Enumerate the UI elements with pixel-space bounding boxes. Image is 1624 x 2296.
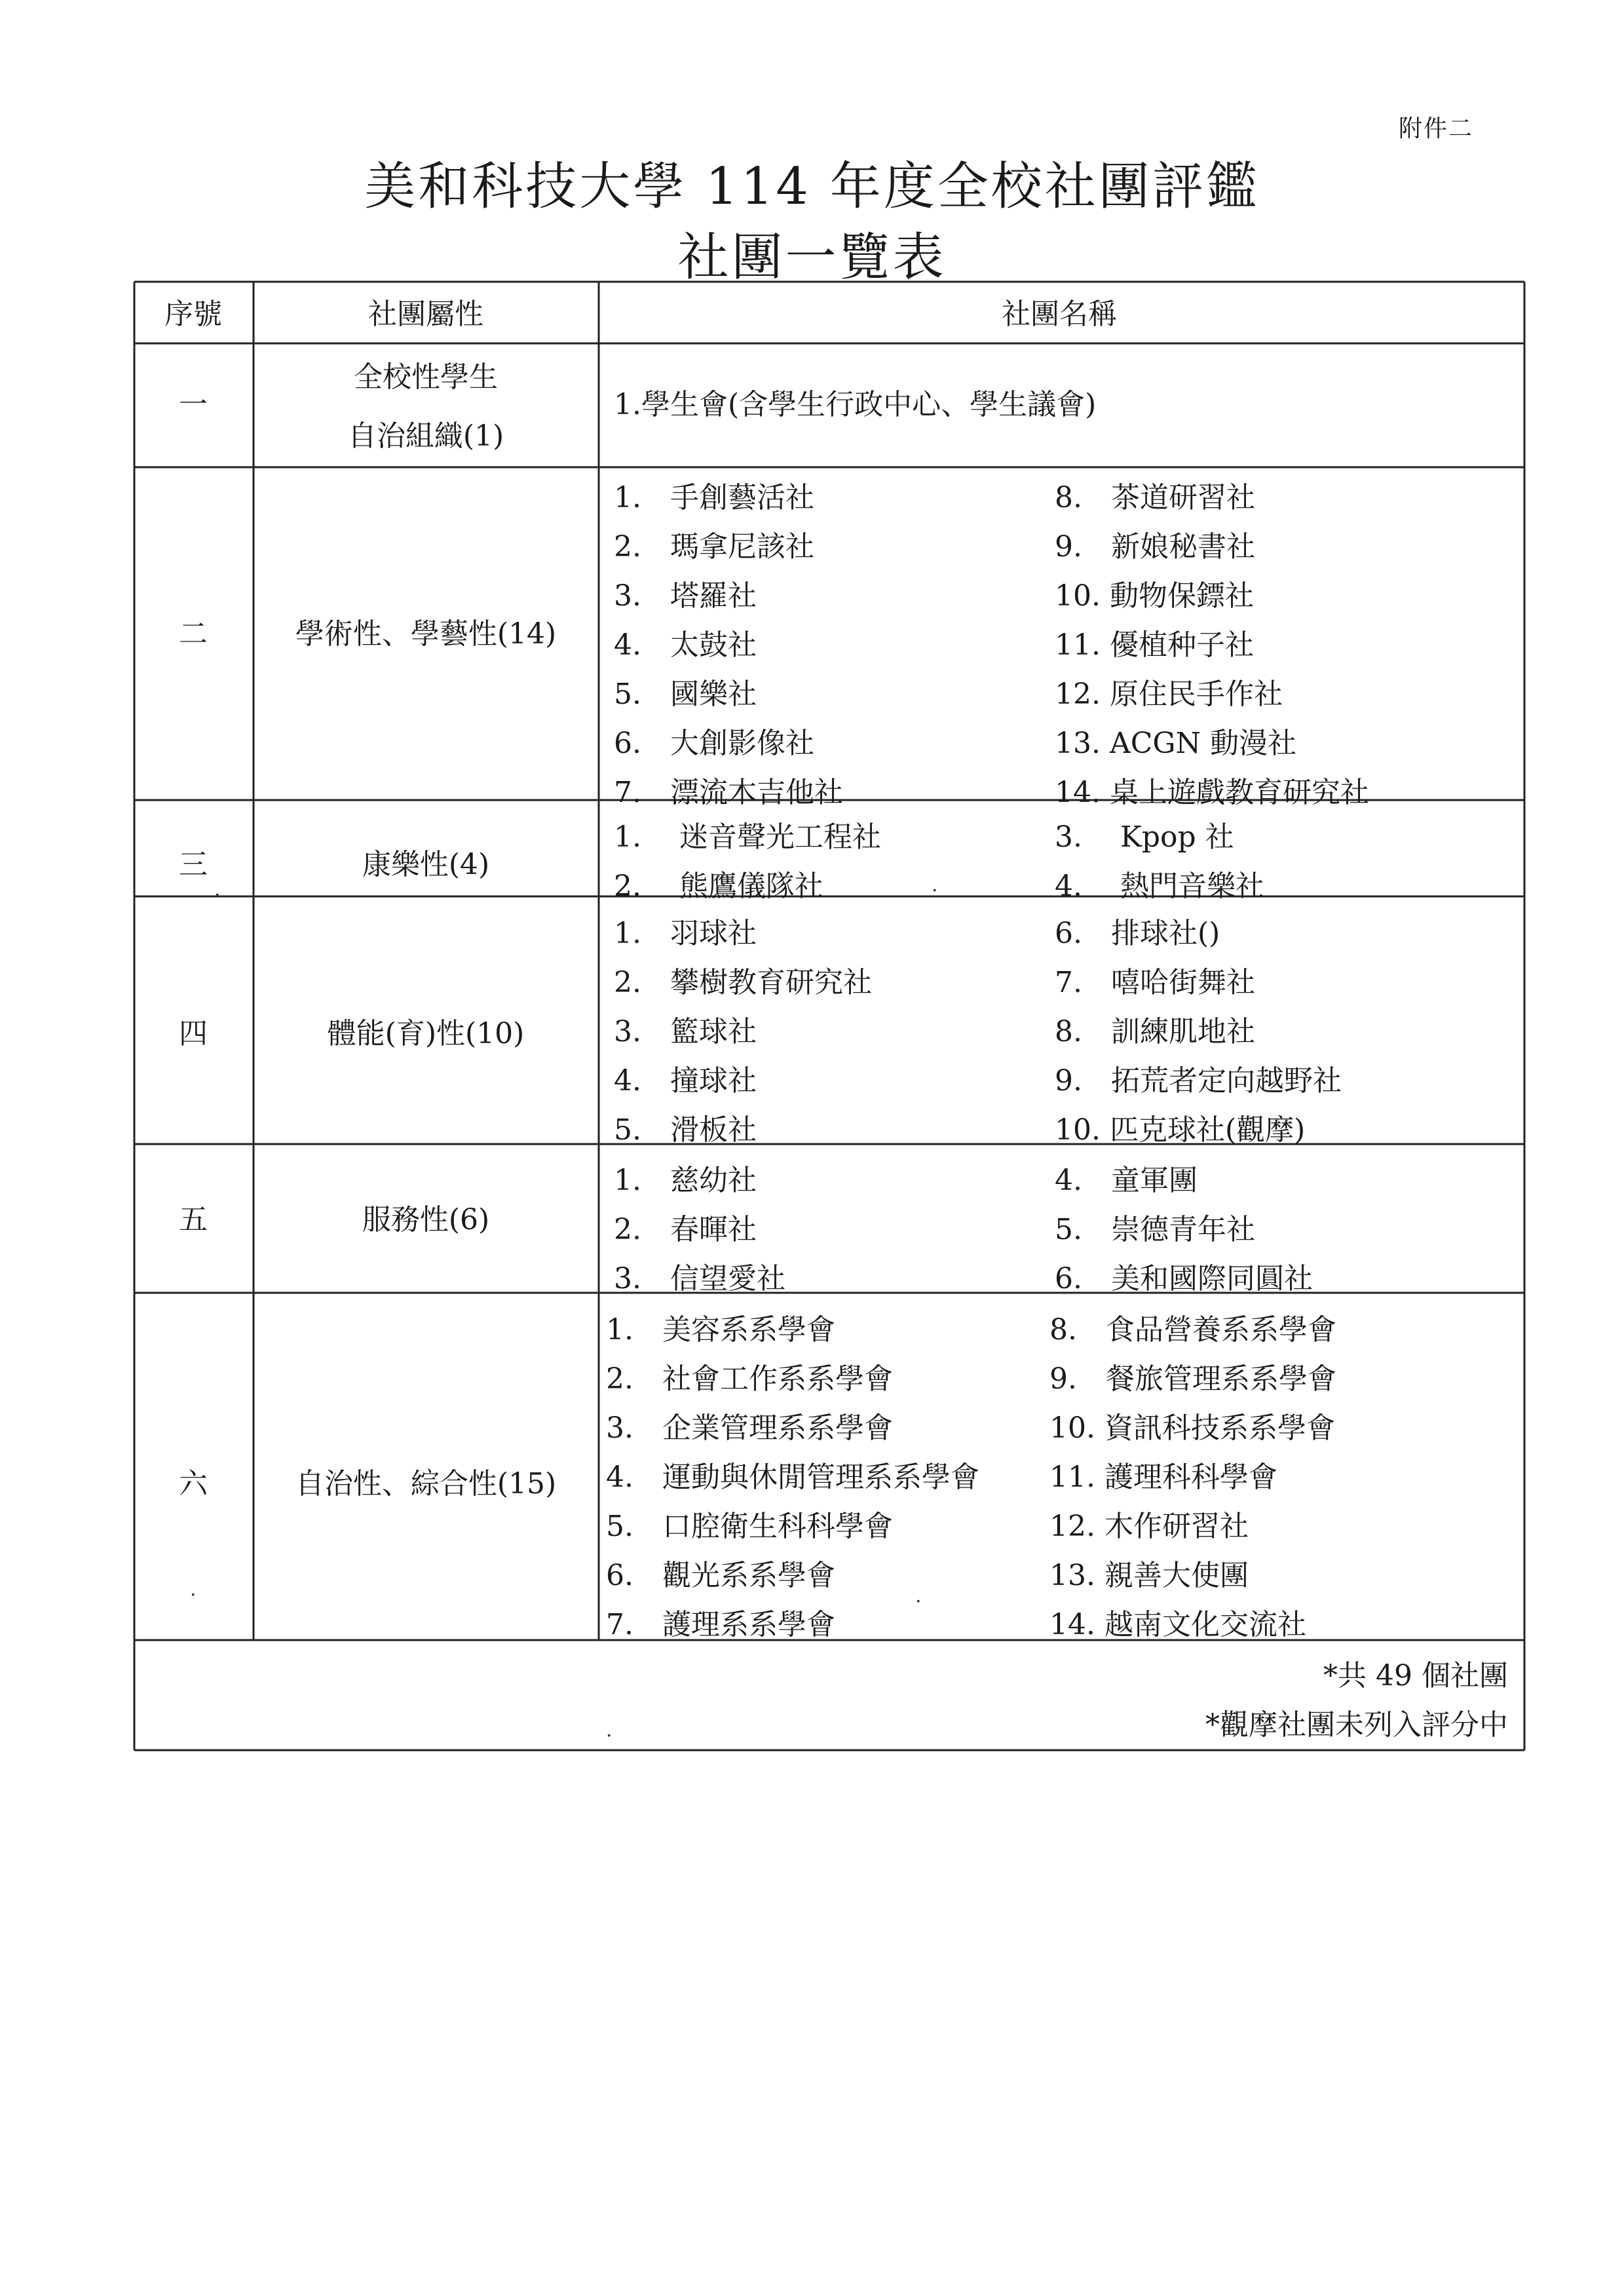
club-item: 10. 匹克球社(觀摩): [1055, 1113, 1306, 1147]
row-category: 康樂性(4): [362, 848, 490, 881]
club-item: 13. 親善大使團: [1049, 1559, 1249, 1592]
row-index: 一: [179, 388, 208, 421]
club-item: 4. 熱門音樂社: [1055, 870, 1264, 903]
club-item: 2. 春暉社: [614, 1213, 757, 1246]
club-item: 7. 護理系系學會: [606, 1608, 835, 1641]
scan-speck: .: [606, 1719, 613, 1742]
club-item: 8. 食品營養系系學會: [1049, 1313, 1336, 1347]
club-item: 4. 撞球社: [614, 1064, 757, 1098]
header-index: 序號: [164, 297, 222, 331]
club-item: 1. 慈幼社: [614, 1164, 757, 1197]
club-item: 12. 原住民手作社: [1055, 678, 1283, 711]
club-item: 1. 手創藝活社: [614, 481, 814, 514]
club-item: 1. 羽球社: [614, 917, 757, 950]
club-item: 6. 觀光系系學會: [606, 1559, 835, 1592]
club-item: 12. 木作研習社: [1049, 1510, 1249, 1543]
scan-speck: .: [190, 1578, 197, 1601]
club-item: 8. 茶道研習社: [1055, 481, 1255, 514]
club-item: 2. 社會工作系系學會: [606, 1362, 893, 1396]
document-subtitle: 社團一覽表: [677, 228, 947, 287]
club-item: 6. 大創影像社: [614, 727, 814, 760]
club-item: 4. 太鼓社: [614, 628, 757, 662]
header-clubs: 社團名稱: [1002, 297, 1117, 331]
club-item: 7. 嘻哈街舞社: [1055, 966, 1255, 999]
scan-speck: .: [214, 878, 221, 901]
row-index: 二: [179, 617, 208, 651]
row-category: 自治組織(1): [347, 419, 504, 453]
club-item: 5. 口腔衛生科科學會: [606, 1510, 893, 1543]
club-item: 6. 美和國際同圓社: [1055, 1262, 1313, 1295]
club-item: 1. 迷音聲光工程社: [614, 820, 881, 854]
club-item: 1. 美容系系學會: [606, 1313, 835, 1347]
club-item: 1.學生會(含學生行政中心、學生議會): [614, 388, 1097, 421]
club-item: 9. 新娘秘書社: [1055, 530, 1255, 564]
club-item: 11. 護理科科學會: [1049, 1461, 1277, 1494]
club-item: 14. 桌上遊戲教育研究社: [1055, 776, 1369, 809]
row-index: 四: [179, 1017, 208, 1050]
club-item: 3. 籃球社: [614, 1015, 757, 1048]
club-item: 4. 童軍團: [1055, 1164, 1198, 1197]
club-item: 11. 優植种子社: [1055, 628, 1254, 662]
scan-speck: .: [915, 1584, 922, 1607]
club-item: 4. 運動與休閒管理系系學會: [606, 1461, 979, 1494]
footnote-total: *共 49 個社團: [1323, 1659, 1508, 1693]
club-item: 9. 餐旅管理系系學會: [1049, 1362, 1336, 1396]
document-title: 美和科技大學 114 年度全校社團評鑑: [364, 157, 1260, 216]
row-index: 三: [179, 848, 208, 881]
club-table: [129, 280, 1531, 1751]
club-item: 9. 拓荒者定向越野社: [1055, 1064, 1342, 1098]
row-index: 六: [179, 1467, 208, 1501]
club-item: 8. 訓練肌地社: [1055, 1015, 1255, 1048]
footnote-observation: *觀摩社團未列入評分中: [1205, 1708, 1508, 1742]
row-category: 體能(育)性(10): [327, 1017, 525, 1050]
club-item: 13. ACGN 動漫社: [1055, 727, 1297, 760]
club-item: 6. 排球社(): [1055, 917, 1220, 950]
row-index: 五: [179, 1203, 208, 1236]
club-item: 3. 信望愛社: [614, 1262, 785, 1295]
club-item: 3. Kpop 社: [1055, 820, 1234, 854]
club-item: 2. 瑪拿尼該社: [614, 530, 814, 564]
annex-label: 附件二: [1399, 115, 1474, 142]
club-item: 2. 熊鷹儀隊社: [614, 870, 823, 903]
row-category: 服務性(6): [362, 1203, 490, 1236]
club-item: 2. 攀樹教育研究社: [614, 966, 872, 999]
header-category: 社團屬性: [368, 297, 483, 331]
club-item: 3. 塔羅社: [614, 579, 757, 613]
club-item: 10. 動物保鏢社: [1055, 579, 1254, 613]
club-item: 3. 企業管理系系學會: [606, 1411, 893, 1445]
club-item: 14. 越南文化交流社: [1049, 1608, 1306, 1641]
club-item: 5. 崇德青年社: [1055, 1213, 1255, 1246]
club-item: 5. 國樂社: [614, 678, 757, 711]
row-category: 自治性、綜合性(15): [295, 1467, 557, 1501]
club-item: 10. 資訊科技系系學會: [1049, 1411, 1335, 1445]
row-category: 全校性學生: [354, 360, 498, 394]
club-item: 7. 漂流木吉他社: [614, 776, 843, 809]
scan-speck: .: [932, 873, 938, 896]
row-category: 學術性、學藝性(14): [295, 617, 557, 651]
club-item: 5. 滑板社: [614, 1113, 757, 1147]
